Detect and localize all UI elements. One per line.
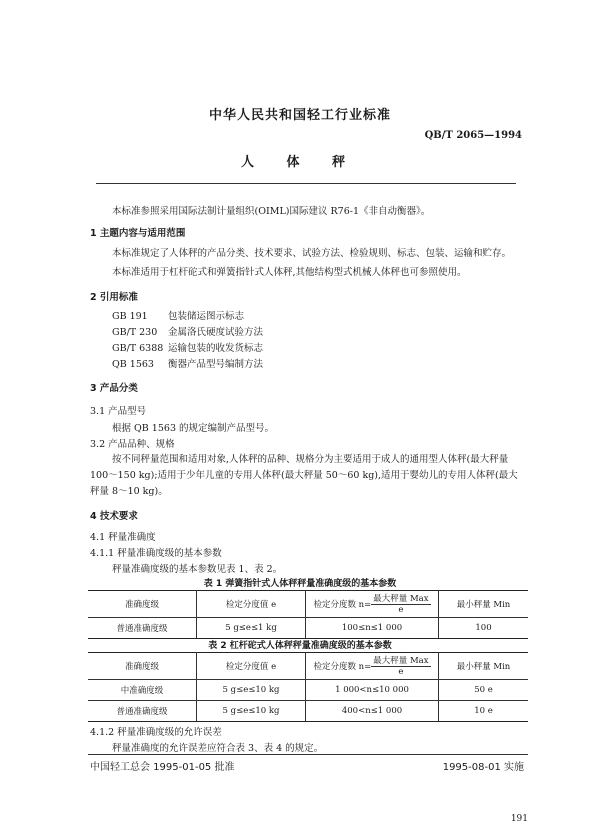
page-number: 191 <box>510 814 528 824</box>
table-cell: 400<n≤1 000 <box>306 701 439 722</box>
reference-name: 包装储运图示标志 <box>168 311 245 322</box>
reference-code: GB 191 <box>112 311 148 322</box>
table-cell: 5 g≤e≤10 kg <box>197 701 306 722</box>
intro-paragraph: 本标准参照采用国际法制计量组织(OIML)国际建议 R76-1《非自动衡器》。 <box>112 206 431 217</box>
section-3-1-heading: 3.1 产品型号 <box>90 406 147 417</box>
table-cell: 普通准确度级 <box>88 701 197 722</box>
table-cell: 50 e <box>439 680 529 701</box>
section-3-2-line-2: 100～150 kg);适用于少年儿童的专用人体秤(最大秤量 50～60 kg),适用于婴幼儿的专用人体秤(最大 <box>90 470 518 481</box>
formula-numerator: 最大秤量 Max <box>373 655 429 666</box>
table-2 <box>88 652 528 722</box>
table-header-cell: 最小秤量 Min <box>439 653 529 680</box>
reference-code: QB 1563 <box>112 359 154 370</box>
section-3-2-heading: 3.2 产品品种、规格 <box>90 439 175 450</box>
section-1-paragraph-1: 本标准规定了人体秤的产品分类、技术要求、试验方法、检验规则、标志、包装、运输和贮存。 <box>112 248 512 259</box>
section-3-2-line-1: 按不同秤量范围和适用对象,人体秤的品种、规格分为主要适用于成人的通用型人体秤(最大秤量 <box>112 454 509 465</box>
section-4-1-1-paragraph: 秤量准确度级的基本参数见表 1、表 2。 <box>112 564 283 575</box>
table-header-cell: 准确度级 <box>88 591 197 618</box>
formula-denominator: e <box>398 604 404 615</box>
section-4-heading: 4 技术要求 <box>90 511 138 522</box>
table-row <box>88 680 528 701</box>
implementation-date: 1995-08-01 实施 <box>442 762 524 773</box>
formula-fraction <box>371 656 430 677</box>
formula-prefix: 检定分度数 n= <box>313 661 372 672</box>
section-1-paragraph-2: 本标准适用于杠杆砣式和弹簧指针式人体秤,其他结构型式机械人体秤也可参照使用。 <box>112 267 467 278</box>
reference-name: 金属洛氏硬度试验方法 <box>168 327 264 338</box>
section-4-1-2-paragraph: 秤量准确度的允许误差应符合表 3、表 4 的规定。 <box>112 743 324 754</box>
table-cell: 5 g≤e≤10 kg <box>197 680 306 701</box>
section-4-1-2-heading: 4.1.2 秤量准确度级的允许误差 <box>90 727 222 738</box>
table-cell: 100 <box>439 618 529 639</box>
reference-item <box>112 356 263 370</box>
page-title: 人 体 秤 <box>240 155 360 170</box>
reference-item <box>112 340 263 354</box>
reference-name: 运输包装的收发货标志 <box>168 343 264 354</box>
table-cell: 5 g≤e≤1 kg <box>197 618 306 639</box>
table-2-caption: 表 2 杠杆砣式人体秤秤量准确度级的基本参数 <box>208 641 392 651</box>
table-header-cell: 检定分度值 e <box>197 653 306 680</box>
formula-prefix: 检定分度数 n= <box>313 599 372 610</box>
table-header-row <box>88 591 528 618</box>
table-header-cell: 最小秤量 Min <box>439 591 529 618</box>
section-4-1-1-heading: 4.1.1 秤量准确度级的基本参数 <box>90 548 222 559</box>
approval-date: 中国轻工总会 1995-01-05 批准 <box>90 762 235 773</box>
table-cell: 1 000<n≤10 000 <box>306 680 439 701</box>
section-3-1-paragraph: 根据 QB 1563 的规定编制产品型号。 <box>112 423 275 434</box>
section-4-1-heading: 4.1 秤量准确度 <box>90 532 156 543</box>
table-header-cell <box>306 591 439 618</box>
header-divider <box>96 183 516 184</box>
table-1 <box>88 590 528 639</box>
reference-name: 衡器产品型号编制方法 <box>168 359 264 370</box>
section-1-heading: 1 主题内容与适用范围 <box>90 228 186 239</box>
table-row <box>88 701 528 722</box>
section-2-heading: 2 引用标准 <box>90 292 138 303</box>
standard-category-heading: 中华人民共和国轻工行业标准 <box>208 108 391 123</box>
table-cell: 中准确度级 <box>88 680 197 701</box>
table-row <box>88 618 528 639</box>
formula-numerator: 最大秤量 Max <box>373 593 429 604</box>
table-header-cell: 检定分度值 e <box>197 591 306 618</box>
formula-denominator: e <box>398 666 404 677</box>
reference-item <box>112 324 263 338</box>
table-cell: 100≤n≤1 000 <box>306 618 439 639</box>
section-3-2-line-3: 秤量 8～10 kg)。 <box>90 486 168 497</box>
reference-item <box>112 308 244 322</box>
table-header-row <box>88 653 528 680</box>
reference-code: GB/T 6388 <box>112 343 164 354</box>
table-header-cell: 准确度级 <box>88 653 197 680</box>
reference-code: GB/T 230 <box>112 327 158 338</box>
table-cell: 普通准确度级 <box>88 618 197 639</box>
table-1-caption: 表 1 弹簧指针式人体秤秤量准确度级的基本参数 <box>203 579 397 589</box>
formula-fraction <box>371 594 430 615</box>
table-header-cell <box>306 653 439 680</box>
table-cell: 10 e <box>439 701 529 722</box>
section-3-heading: 3 产品分类 <box>90 383 138 394</box>
footer-divider <box>88 754 528 755</box>
standard-code: QB/T 2065—1994 <box>424 130 522 141</box>
